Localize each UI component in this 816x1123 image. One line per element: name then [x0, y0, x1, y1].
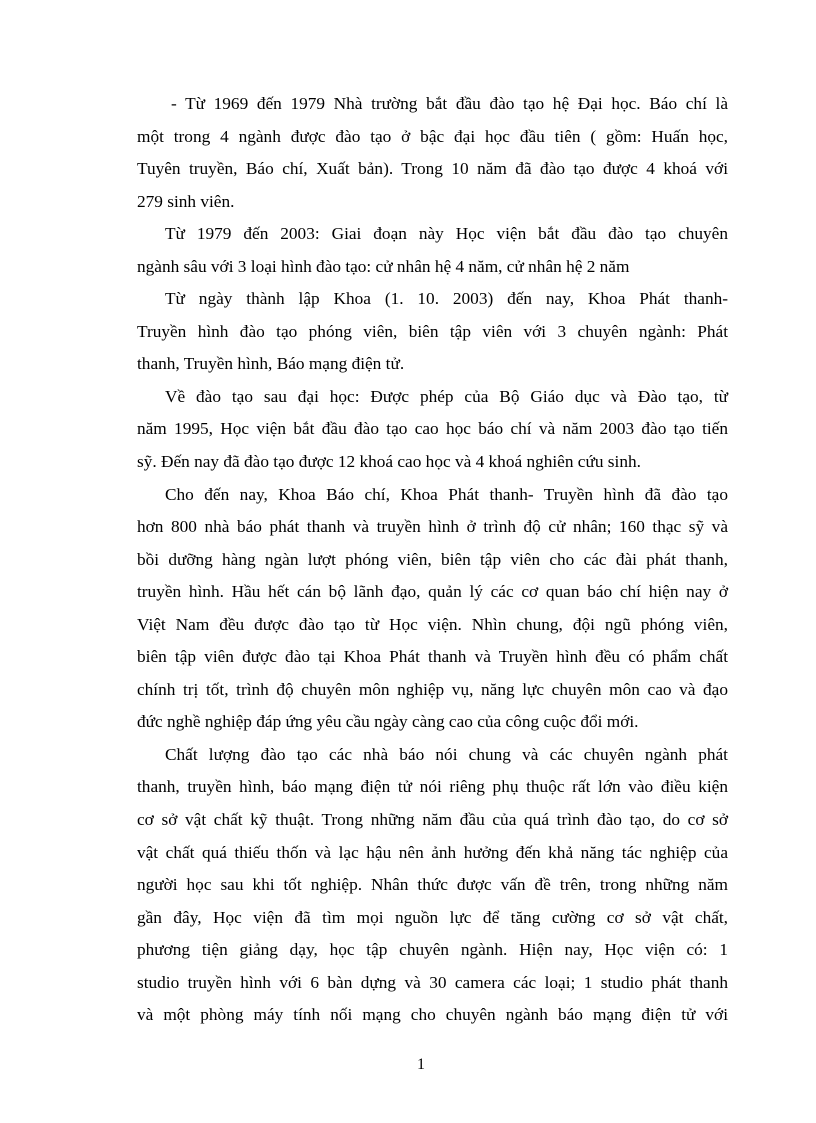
page-number: 1	[417, 1056, 425, 1073]
document-body	[137, 88, 728, 1032]
text-line: năm 1995, Học viện bắt đầu đào tạo cao học báo chí và năm 2003 đào tạo tiến	[137, 419, 728, 439]
text-line: Cho đến nay, Khoa Báo chí, Khoa Phát thanh- Truyền hình đã đào tạo	[165, 484, 728, 504]
text-line: Về đào tạo sau đại học: Được phép của Bộ Giáo dục và Đào tạo, từ	[165, 386, 728, 406]
paragraph	[137, 283, 728, 381]
paragraph	[137, 381, 728, 479]
text-line: thanh, Truyền hình, Báo mạng điện tử.	[137, 354, 405, 374]
text-line: hơn 800 nhà báo phát thanh và truyền hình ở trình độ cử nhân; 160 thạc sỹ và	[137, 517, 728, 537]
text-line: Từ ngày thành lập Khoa (1. 10. 2003) đến nay, Khoa Phát thanh-	[165, 289, 728, 309]
text-line: và một phòng máy tính nối mạng cho chuyên ngành báo mạng điện tử với	[137, 1005, 728, 1025]
paragraph	[137, 479, 728, 739]
paragraph	[137, 88, 728, 218]
text-line: thanh, truyền hình, báo mạng điện tử nói riêng phụ thuộc rất lớn vào điều kiện	[137, 777, 728, 797]
text-line: studio truyền hình với 6 bàn dựng và 30 camera các loại; 1 studio phát thanh	[137, 972, 728, 992]
paragraph	[137, 218, 728, 283]
text-line: Tuyên truyền, Báo chí, Xuất bản). Trong 10 năm đã đào tạo được 4 khoá với	[137, 159, 728, 179]
text-line: chính trị tốt, trình độ chuyên môn nghiệp vụ, năng lực chuyên môn cao và đạo	[137, 679, 728, 699]
text-line: truyền hình. Hầu hết cán bộ lãnh đạo, quản lý các cơ quan báo chí hiện nay ở	[137, 582, 728, 602]
text-line: Truyền hình đào tạo phóng viên, biên tập viên với 3 chuyên ngành: Phát	[137, 321, 728, 341]
text-line: 279 sinh viên.	[137, 191, 235, 211]
text-line: phương tiện giảng dạy, học tập chuyên ngành. Hiện nay, Học viện có: 1	[137, 940, 728, 960]
text-line: - Từ 1969 đến 1979 Nhà trường bắt đầu đào tạo hệ Đại học. Báo chí là	[171, 94, 728, 113]
text-line: một trong 4 ngành được đào tạo ở bậc đại học đầu tiên ( gồm: Huấn học,	[137, 126, 728, 146]
text-line: gần đây, Học viện đã tìm mọi nguồn lực để tăng cường cơ sở vật chất,	[137, 907, 728, 927]
text-line: đức nghề nghiệp đáp ứng yêu cầu ngày càng cao của công cuộc đổi mới.	[137, 712, 639, 732]
paragraph	[137, 739, 728, 1032]
text-line: vật chất quá thiếu thốn và lạc hậu nên ảnh hưởng đến khả năng tác nghiệp của	[137, 842, 728, 862]
text-line: người học sau khi tốt nghiệp. Nhân thức được vấn đề trên, trong những năm	[137, 875, 728, 895]
text-line: bồi dưỡng hàng ngàn lượt phóng viên, biên tập viên cho các đài phát thanh,	[137, 549, 728, 569]
text-line: sỹ. Đến nay đã đào tạo được 12 khoá cao học và 4 khoá nghiên cứu sinh.	[137, 452, 641, 472]
text-line: biên tập viên được đào tại Khoa Phát thanh và Truyền hình đều có phẩm chất	[137, 647, 728, 667]
page-number-footer	[0, 1056, 816, 1074]
text-line: ngành sâu với 3 loại hình đào tạo: cử nhân hệ 4 năm, cử nhân hệ 2 năm	[137, 256, 630, 276]
text-line: Từ 1979 đến 2003: Giai đoạn này Học viện bắt đầu đào tạo chuyên	[165, 224, 728, 244]
text-line: Chất lượng đào tạo các nhà báo nói chung và các chuyên ngành phát	[165, 744, 728, 764]
text-line: Việt Nam đều được đào tạo từ Học viện. Nhìn chung, đội ngũ phóng viên,	[137, 614, 728, 634]
text-line: cơ sở vật chất kỹ thuật. Trong những năm đầu của quá trình đào tạo, do cơ sở	[137, 810, 728, 830]
